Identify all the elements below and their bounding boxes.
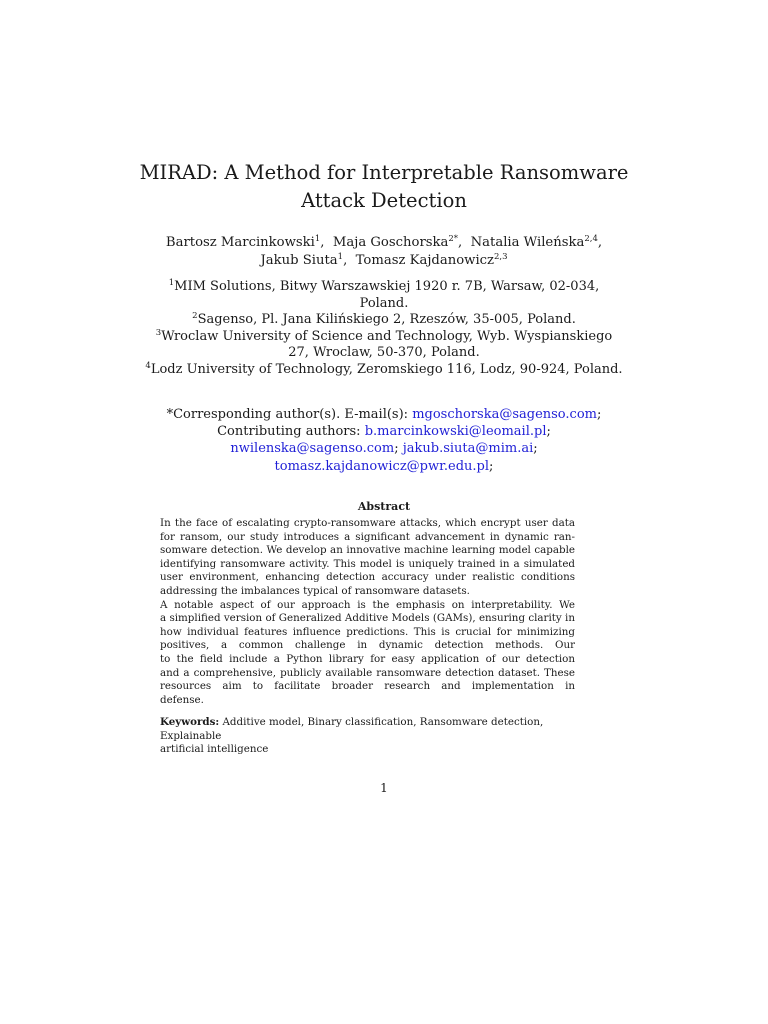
email-link[interactable]: b.marcinkowski@leomail.pl xyxy=(364,424,547,440)
email-link[interactable]: tomasz.kajdanowicz@pwr.edu.pl xyxy=(274,458,490,474)
abstract-line: user environment, enhancing detection accuracy under realistic conditions xyxy=(160,571,575,584)
abstract-line: a simplified version of Generalized Additive Models (GAMs), ensuring clarity in xyxy=(160,612,575,625)
page-number: 1 xyxy=(380,781,388,795)
abstract-line: to the field include a Python library for easy application of our detection xyxy=(160,652,575,665)
abstract-line: for ransom, our study introduces a significant advancement in dynamic ran- xyxy=(160,530,575,543)
author-sup: 2,4 xyxy=(584,234,598,244)
author-name: Tomasz Kajdanowicz xyxy=(355,253,495,268)
abstract-line: A notable aspect of our approach is the emphasis on interpretability. We xyxy=(160,598,575,611)
keywords-label: Keywords: xyxy=(160,716,220,728)
keywords-text: artificial intelligence xyxy=(160,743,269,756)
affiliation-line: Lodz University of Technology, Zeromskiego 116, Lodz, 90-924, Poland. xyxy=(150,361,623,377)
keywords-text: Additive model, Binary classification, Ransomware detection, Explainable xyxy=(160,716,544,742)
paper-title xyxy=(0,159,768,215)
affil-sup: 2 xyxy=(192,311,198,321)
author-name: Bartosz Marcinkowski xyxy=(165,235,315,250)
author-sup: 1 xyxy=(337,252,344,262)
affiliation-line: 27, Wroclaw, 50-370, Poland. xyxy=(288,345,480,360)
abstract-line: positives, a common challenge in dynamic detection methods. Our xyxy=(160,639,575,652)
abstract-line: addressing the imbalances typical of ransomware datasets. xyxy=(160,584,470,597)
affil-sup: 3 xyxy=(155,327,162,338)
title-line-1: MIRAD: A Method for Interpretable Ransomware xyxy=(139,161,629,184)
author-sup: 2* xyxy=(448,234,459,244)
abstract-line: In the face of escalating crypto-ransomware attacks, which encrypt user data xyxy=(160,517,575,529)
affil-sup: 4 xyxy=(145,360,151,371)
contributing-label: Contributing authors: xyxy=(217,424,365,440)
email-link[interactable]: jakub.siuta@mim.ai xyxy=(402,441,534,457)
affiliation-line: MIM Solutions, Bitwy Warszawskiej 1920 r. 7B, Warsaw, 02-034, xyxy=(174,279,600,294)
author-name: Maja Goschorska xyxy=(332,235,449,250)
author-sup: 1 xyxy=(314,234,321,244)
author-sup: 2,3 xyxy=(494,252,508,262)
abstract-line: defense. xyxy=(160,693,204,706)
affil-sup: 1 xyxy=(168,278,175,288)
affiliation-line: Sagenso, Pl. Jana Kilińskiego 2, Rzeszów, 35-005, Poland. xyxy=(197,312,576,327)
abstract-line: identifying ransomware activity. This model is uniquely trained in a simulated xyxy=(160,557,575,570)
email-link[interactable]: nwilenska@sagenso.com xyxy=(230,441,395,457)
corresponding-label: *Corresponding author(s). E-mail(s): xyxy=(166,407,413,422)
abstract-line: resources aim to facilitate broader research and implementation in xyxy=(160,680,575,693)
affiliations xyxy=(0,279,768,378)
title-line-2: Attack Detection xyxy=(301,189,467,212)
author-list: Bartosz Marcinkowski$^1$, Maja Goschorska$^{2*}$, Natalia Wileńska$^{2,4}$, Jakub Siuta$^1$, Tomasz Kajdanowicz$^{2,3}$ xyxy=(165,234,603,268)
affiliation-line: Poland. xyxy=(359,295,409,311)
keywords xyxy=(160,716,580,757)
correspondence: *Corresponding author(s). E-mail(s): mgoschorska@sagenso.com; Contributing authors: b.marcinkowski@leomail.pl; nwilenska@sagenso.com; jakub.siuta@mim.ai; tomasz.kajdanowicz@pwr.edu.pl; xyxy=(166,407,602,474)
author-name: Jakub Siuta xyxy=(260,253,338,268)
affiliation-line: Wroclaw University of Science and Technology, Wyb. Wyspianskiego xyxy=(161,328,613,344)
abstract-line: somware detection. We develop an innovative machine learning model capable xyxy=(160,544,575,557)
abstract-heading: Abstract xyxy=(357,500,411,513)
email-link[interactable]: mgoschorska@sagenso.com xyxy=(412,407,597,422)
abstract-body xyxy=(160,517,575,707)
abstract-line: how individual features influence predictions. This is crucial for minimizing xyxy=(160,625,575,638)
author-name: Natalia Wileńska xyxy=(470,235,585,250)
abstract-line: and a comprehensive, publicly available ransomware detection dataset. These xyxy=(160,666,575,679)
